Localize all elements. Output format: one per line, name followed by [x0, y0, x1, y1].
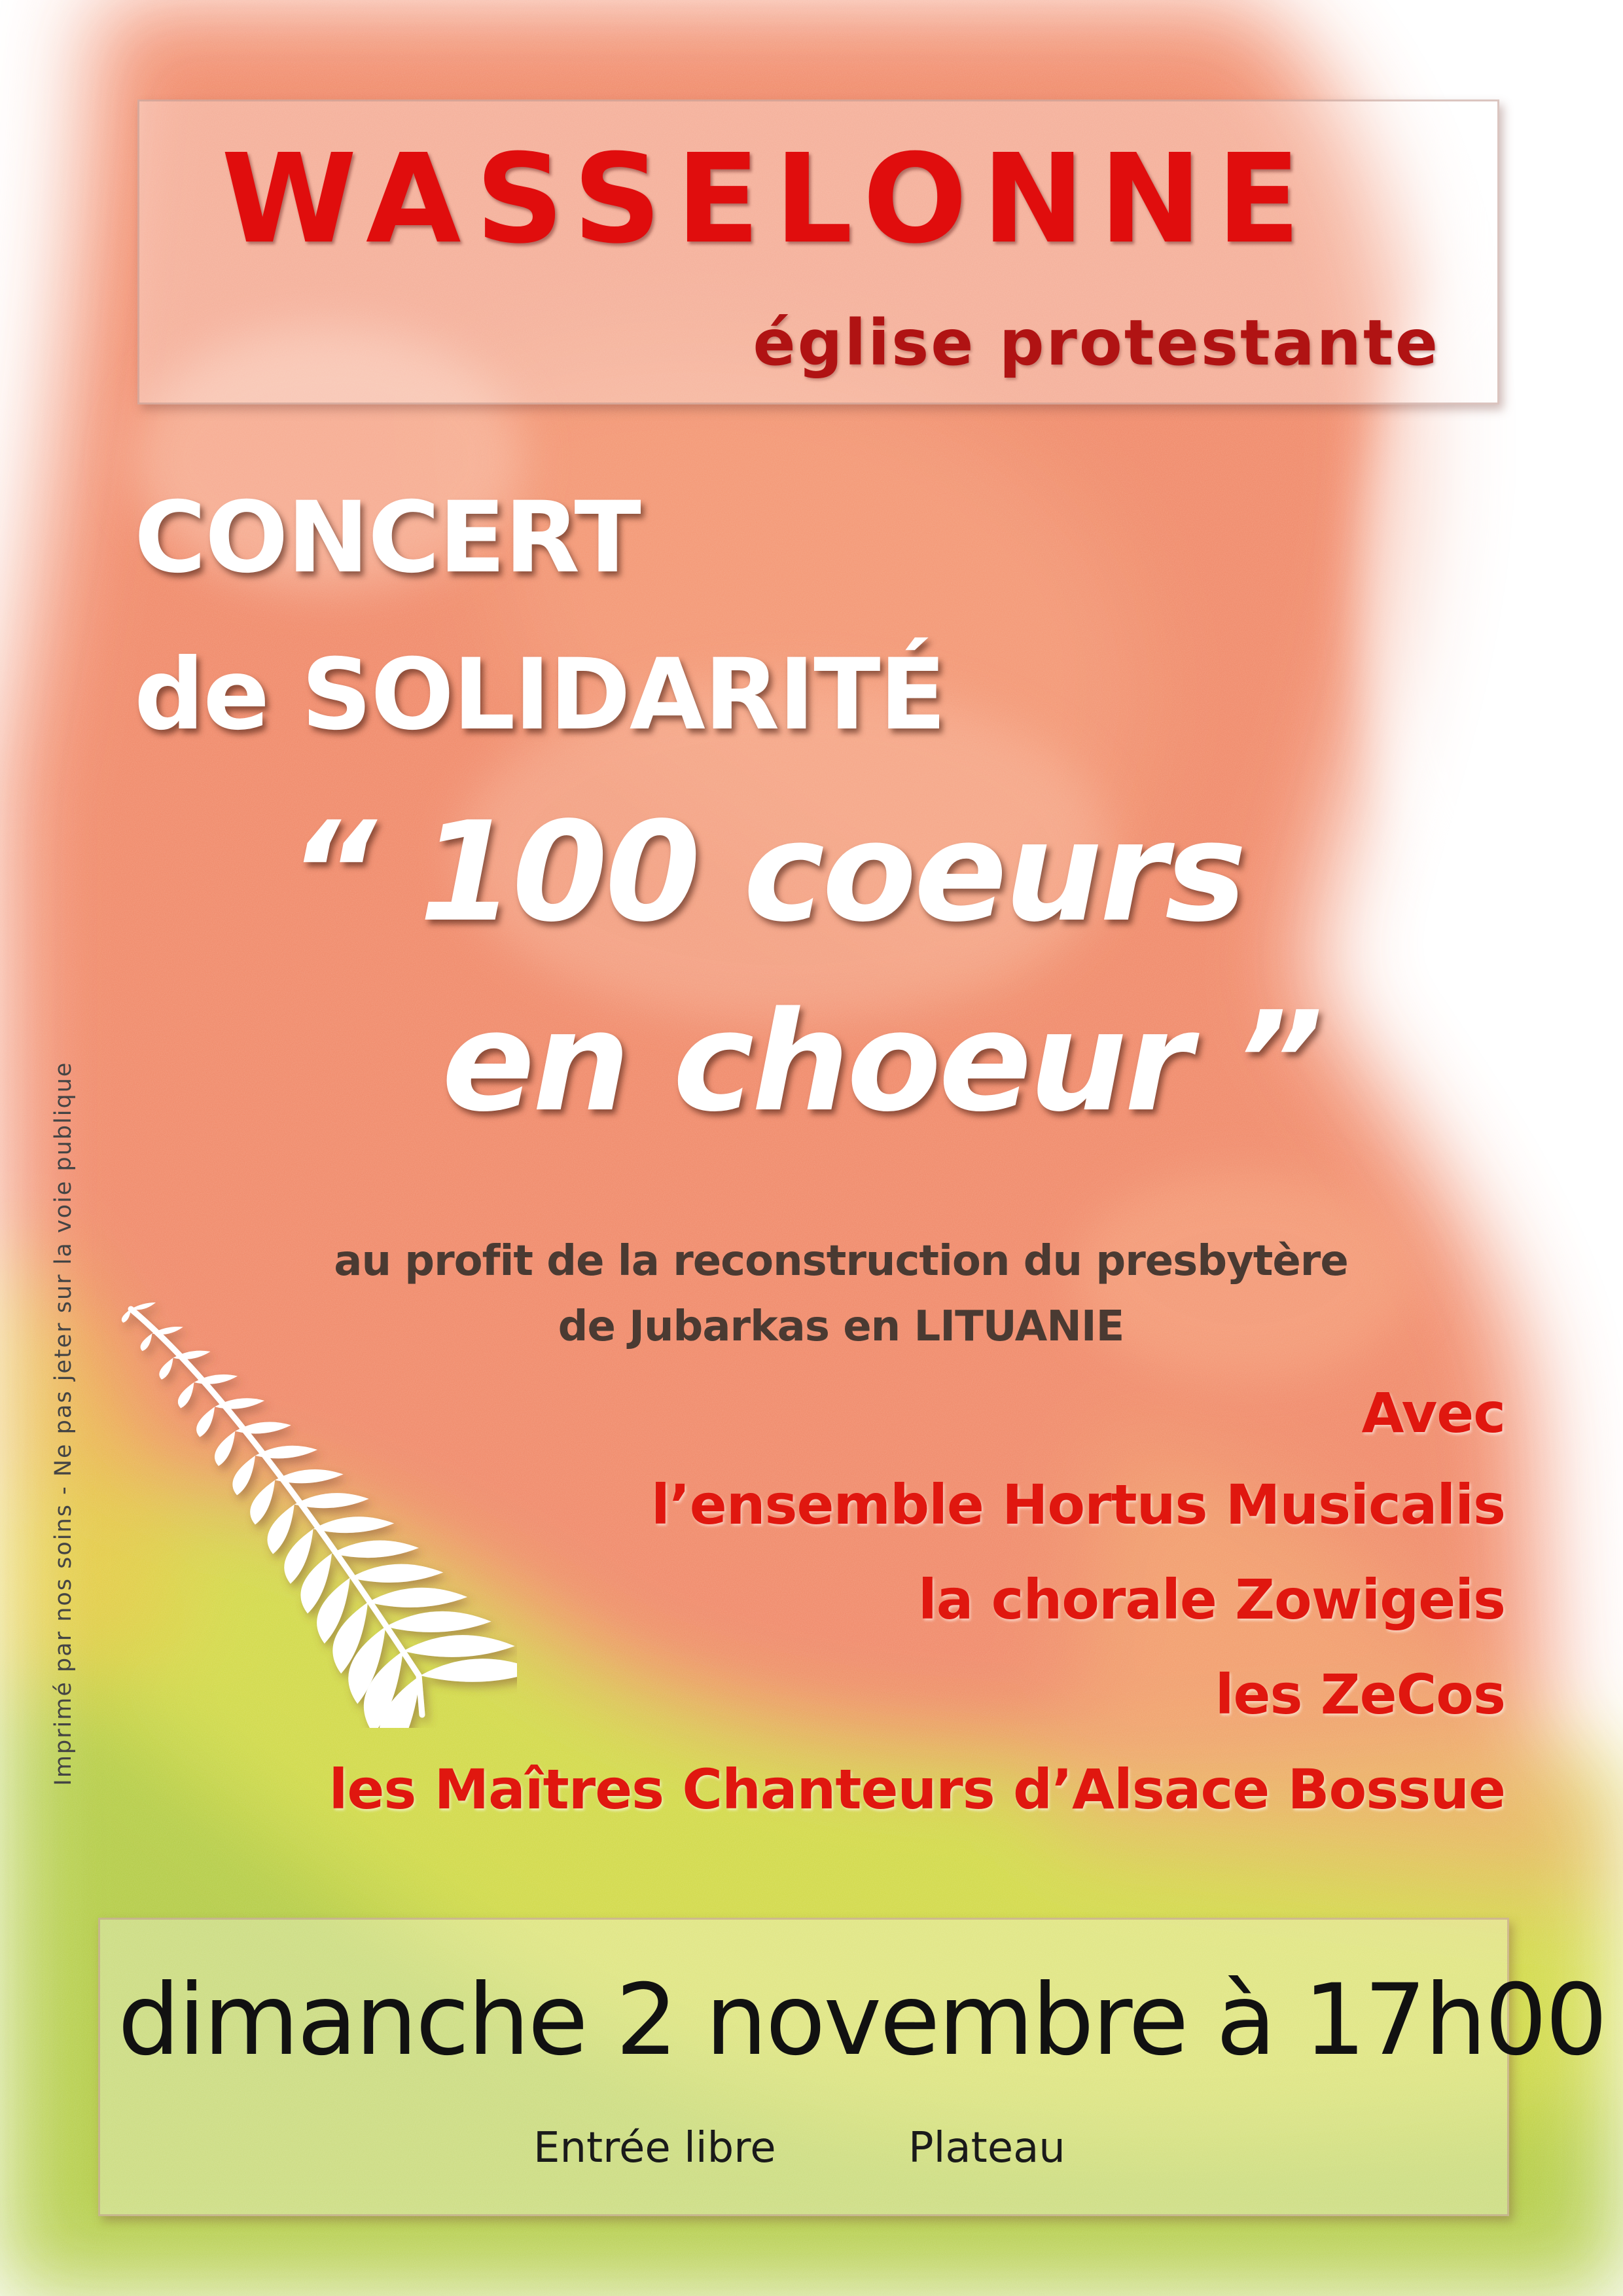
concert-title-line2: en choeur ”: [442, 982, 1321, 1142]
print-notice: Imprimé par nos soins - Ne pas jeter sur la voie publique: [50, 1062, 77, 1786]
town-title: WASSELONNE: [221, 128, 1315, 271]
performer-item: la chorale Zowigeis: [918, 1568, 1505, 1632]
headline-concert: CONCERT: [134, 481, 640, 595]
headline-solidarity: de SOLIDARITÉ: [134, 638, 945, 752]
event-date-time: dimanche 2 novembre à 17h00: [118, 1964, 1486, 2077]
performer-item: les Maîtres Chanteurs d’Alsace Bossue: [329, 1757, 1505, 1821]
performers-intro: Avec: [1361, 1381, 1505, 1445]
performer-item: l’ensemble Hortus Musicalis: [651, 1473, 1505, 1537]
collection-info: Plateau: [908, 2124, 1065, 2172]
purpose-line2: de Jubarkas en LITUANIE: [0, 1302, 1623, 1351]
purpose-line1: au profit de la reconstruction du presbytère: [0, 1237, 1623, 1285]
venue-subtitle: église protestante: [753, 306, 1440, 380]
concert-title-line1: “ 100 coeurs: [288, 792, 1244, 952]
performer-item: les ZeCos: [1215, 1662, 1505, 1727]
entry-info: Entrée libre: [533, 2124, 776, 2172]
